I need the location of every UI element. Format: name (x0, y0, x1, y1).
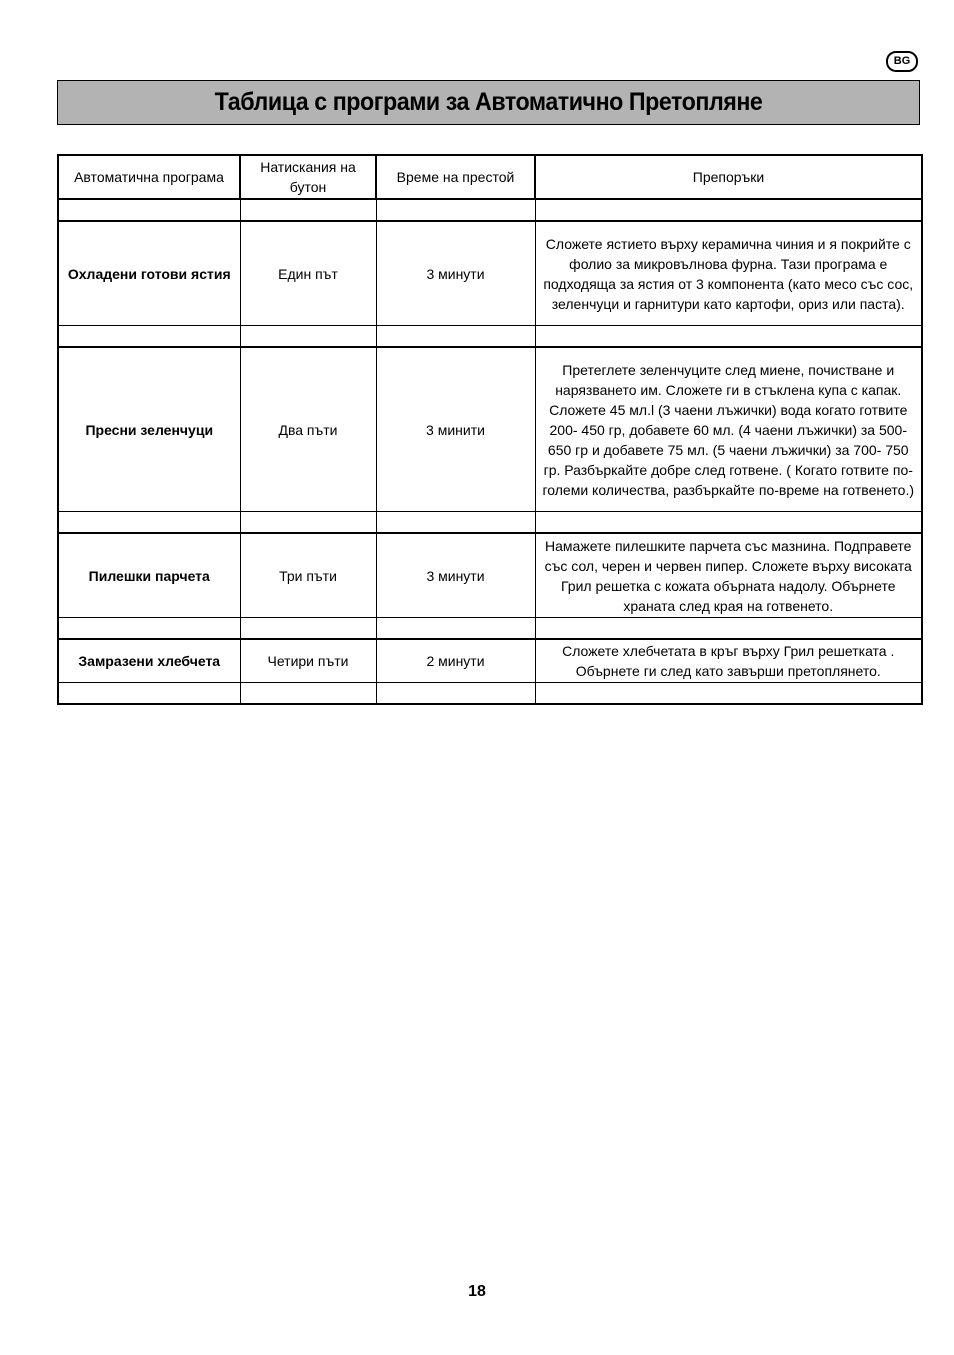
page-title: Таблица с програми за Автоматично Претопляне (214, 88, 763, 116)
standing-time: 3 минути (376, 221, 535, 326)
button-presses: Четири пъти (240, 639, 376, 683)
header-time: Време на престой (376, 155, 535, 199)
table-header-row (58, 155, 922, 199)
program-name: Пилешки парчета (58, 533, 240, 618)
language-badge: BG (886, 51, 918, 72)
spacer-row (58, 326, 922, 348)
table-row (58, 639, 922, 683)
table-row (58, 533, 922, 618)
standing-time: 2 минути (376, 639, 535, 683)
spacer-row (58, 199, 922, 221)
header-presses: Натискания на бутон (240, 155, 376, 199)
button-presses: Три пъти (240, 533, 376, 618)
program-name: Пресни зеленчуци (58, 347, 240, 512)
spacer-row (58, 683, 922, 705)
auto-reheat-program-table (57, 154, 923, 705)
standing-time: 3 минути (376, 533, 535, 618)
program-name: Охладени готови ястия (58, 221, 240, 326)
recommendation: Сложете хлебчетата в кръг върху Грил решетката . Обърнете ги след като завърши претоплянето. (535, 639, 922, 683)
page-number: 18 (468, 1283, 486, 1300)
recommendation: Сложете ястието върху керамична чиния и я покрийте с фолио за микровълнова фурна. Тази програма е подходяща за ястия от 3 компонента (като месо със сос, зеленчуци и гарнитури като картофи, ориз или паста). (535, 221, 922, 326)
recommendation: Намажете пилешките парчета със мазнина. Подправете със сол, черен и червен пипер. Сложете върху високата Грил решетка с кожата обърната надолу. Обърнете храната след края на готвенето. (535, 533, 922, 618)
button-presses: Два пъти (240, 347, 376, 512)
header-program: Автоматична програма (58, 155, 240, 199)
spacer-row (58, 512, 922, 534)
button-presses: Един път (240, 221, 376, 326)
title-bar (57, 80, 920, 125)
table-row (58, 221, 922, 326)
recommendation: Претеглете зеленчуците след миене, почистване и нарязването им. Сложете ги в стъклена купа с капак. Сложете 45 мл.l (3 чаени лъжички) вода когато готвите 200- 450 гр, добавете 60 мл. (4 чаени лъжички) за 500- 650 гр и добавете 75 мл. (5 чаени лъжички) за 700- 750 гр. Разбъркайте добре след готвене. ( Когато готвите по-големи количества, разбъркайте по-време на готвенето.) (535, 347, 922, 512)
program-name: Замразени хлебчета (58, 639, 240, 683)
header-recommendations: Препоръки (535, 155, 922, 199)
table-row (58, 347, 922, 512)
spacer-row (58, 618, 922, 640)
standing-time: 3 минити (376, 347, 535, 512)
